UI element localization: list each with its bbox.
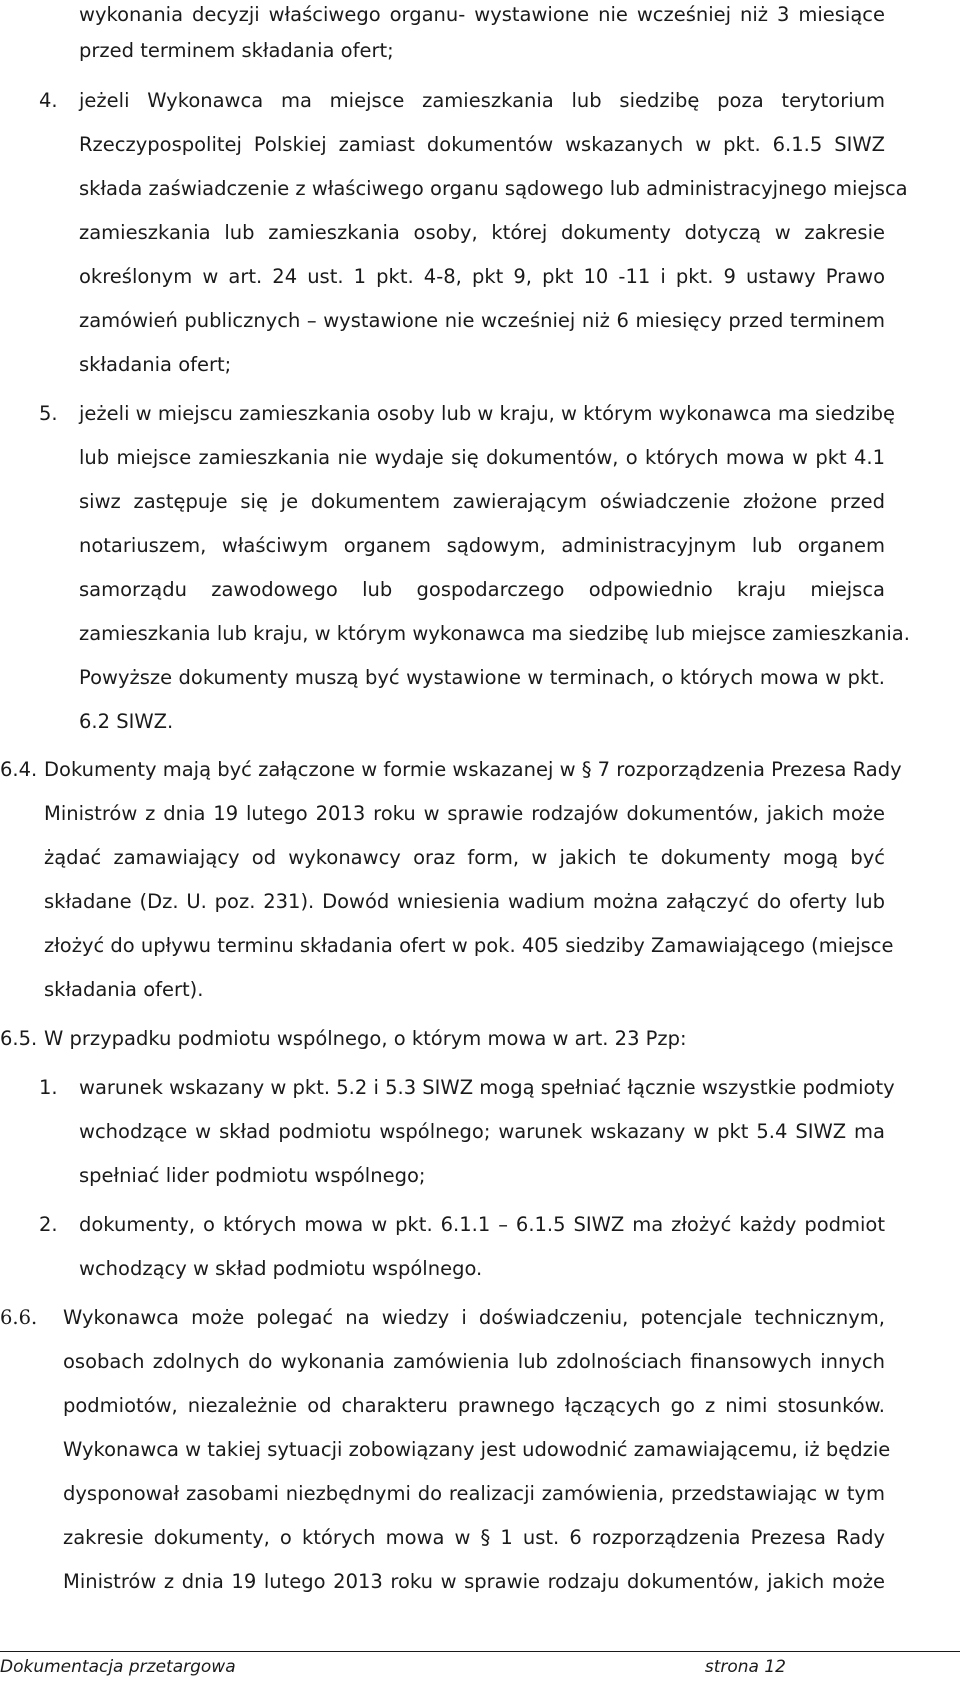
text-line: zamieszkania lub kraju, w którym wykonawca ma siedzibę lub miejsce zamieszkania. xyxy=(79,622,910,645)
text-line: żądać zamawiający od wykonawcy oraz form, w jakich te dokumenty mogą być xyxy=(44,846,885,869)
text-line: złożyć do upływu terminu składania ofert w pok. 405 siedziby Zamawiającego (miejsce xyxy=(44,934,894,957)
text-line: Powyższe dokumenty muszą być wystawione w terminach, o których mowa w pkt. xyxy=(79,666,885,689)
text-line: podmiotów, niezależnie od charakteru prawnego łączących go z nimi stosunków. xyxy=(63,1394,885,1417)
footer-document-title: Dokumentacja przetargowa xyxy=(0,1657,236,1677)
text-line: wchodzące w skład podmiotu wspólnego; warunek wskazany w pkt 5.4 SIWZ ma xyxy=(79,1120,885,1143)
text-line: przed terminem składania ofert; xyxy=(79,39,394,62)
text-line: wchodzący w skład podmiotu wspólnego. xyxy=(79,1257,483,1280)
text-line: zakresie dokumenty, o których mowa w § 1 ust. 6 rozporządzenia Prezesa Rady xyxy=(63,1526,885,1549)
text-line: Wykonawca może polegać na wiedzy i doświadczeniu, potencjale technicznym, xyxy=(63,1306,885,1329)
text-line: siwz zastępuje się je dokumentem zawierającym oświadczenie złożone przed xyxy=(79,490,885,513)
text-line: osobach zdolnych do wykonania zamówienia lub zdolnościach finansowych innych xyxy=(63,1350,885,1373)
section-number: 6.6. xyxy=(0,1306,38,1329)
text-line: Ministrów z dnia 19 lutego 2013 roku w sprawie rodzajów dokumentów, jakich może xyxy=(44,802,885,825)
text-line: W przypadku podmiotu wspólnego, o którym mowa w art. 23 Pzp: xyxy=(44,1027,687,1050)
list-number: 2. xyxy=(39,1213,58,1236)
text-line: składania ofert; xyxy=(79,353,232,376)
text-line: dysponował zasobami niezbędnymi do realizacji zamówienia, przedstawiając w tym xyxy=(63,1482,885,1505)
text-line: lub miejsce zamieszkania nie wydaje się dokumentów, o których mowa w pkt 4.1 xyxy=(79,446,885,469)
text-line: składane (Dz. U. poz. 231). Dowód wniesienia wadium można załączyć do oferty lub xyxy=(44,890,885,913)
text-line: spełniać lider podmiotu wspólnego; xyxy=(79,1164,426,1187)
text-line: wykonania decyzji właściwego organu- wystawione nie wcześniej niż 3 miesiące xyxy=(79,3,885,26)
text-line: jeżeli w miejscu zamieszkania osoby lub w kraju, w którym wykonawca ma siedzibę xyxy=(79,402,896,425)
text-line: Ministrów z dnia 19 lutego 2013 roku w sprawie rodzaju dokumentów, jakich może xyxy=(63,1570,885,1593)
text-line: jeżeli Wykonawca ma miejsce zamieszkania lub siedzibę poza terytorium xyxy=(79,89,885,112)
text-line: warunek wskazany w pkt. 5.2 i 5.3 SIWZ mogą spełniać łącznie wszystkie podmioty xyxy=(79,1076,895,1099)
footer-divider xyxy=(0,1651,960,1652)
text-line: Wykonawca w takiej sytuacji zobowiązany jest udowodnić zamawiającemu, iż będzie xyxy=(63,1438,891,1461)
footer-page-number: strona 12 xyxy=(704,1657,786,1677)
list-number: 4. xyxy=(39,89,58,112)
text-line: 6.2 SIWZ. xyxy=(79,710,174,733)
text-line: Dokumenty mają być załączone w formie wskazanej w § 7 rozporządzenia Prezesa Rady xyxy=(44,758,902,781)
text-line: dokumenty, o których mowa w pkt. 6.1.1 – 6.1.5 SIWZ ma złożyć każdy podmiot xyxy=(79,1213,885,1236)
text-line: składania ofert). xyxy=(44,978,204,1001)
text-line: określonym w art. 24 ust. 1 pkt. 4-8, pkt 9, pkt 10 -11 i pkt. 9 ustawy Prawo xyxy=(79,265,885,288)
text-line: Rzeczypospolitej Polskiej zamiast dokumentów wskazanych w pkt. 6.1.5 SIWZ xyxy=(79,133,885,156)
text-line: składa zaświadczenie z właściwego organu sądowego lub administracyjnego miejsca xyxy=(79,177,908,200)
text-line: notariuszem, właściwym organem sądowym, administracyjnym lub organem xyxy=(79,534,885,557)
list-number: 5. xyxy=(39,402,58,425)
text-line: zamieszkania lub zamieszkania osoby, której dokumenty dotyczą w zakresie xyxy=(79,221,885,244)
text-line: samorządu zawodowego lub gospodarczego odpowiednio kraju miejsca xyxy=(79,578,885,601)
list-number: 1. xyxy=(39,1076,58,1099)
section-number: 6.5. xyxy=(0,1027,38,1050)
section-number: 6.4. xyxy=(0,758,38,781)
text-line: zamówień publicznych – wystawione nie wcześniej niż 6 miesięcy przed terminem xyxy=(79,309,885,332)
